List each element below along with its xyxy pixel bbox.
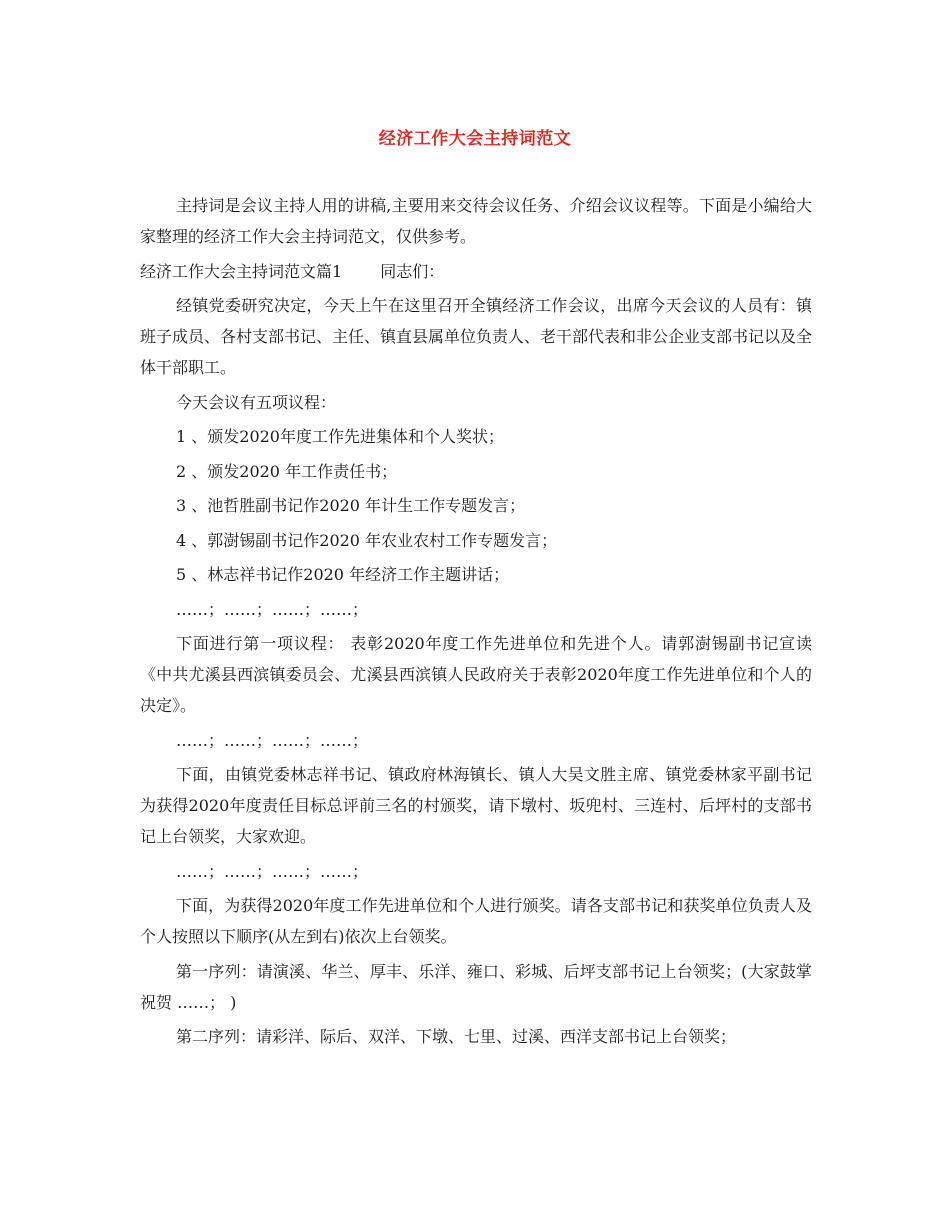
paragraph-first-agenda: 下面进行第一项议程： 表彰2020年度工作先进单位和先进个人。请郭澍锡副书记宣读《中共尤溪县西滨镇委员会、尤溪县西滨镇人民政府关于表彰2020年度工作先进单位和个人的决定》。 [140,634,812,715]
paragraph-first-sequence: 第一序列：请演溪、华兰、厚丰、乐洋、雍口、彩城、后坪支部书记上台领奖；(大家鼓掌祝贺 ……； ) [140,961,812,1012]
ellipsis-line-3: ……；……；……；……； [176,861,369,881]
agenda-item-5: 5 、林志祥书记作2020 年经济工作主题讲话； [176,565,510,584]
paragraph-agenda-intro: 今天会议有五项议程： [176,392,337,412]
greeting: 同志们： [380,261,445,281]
paragraph-unit-awards: 下面，为获得2020年度工作先进单位和个人进行颁奖。请各支部书记和获奖单位负责人及个人按照以下顺序(从左到右)依次上台领奖。 [140,896,812,946]
document-body [140,190,812,1056]
paragraph-second-sequence: 第二序列：请彩洋、际后、双洋、下墩、七里、过溪、西洋支部书记上台领奖； [176,1027,737,1046]
section-heading: 经济工作大会主持词范文篇1 [140,261,343,281]
ellipsis-line-2: ……；……；……；……； [176,730,369,750]
section-heading-line [140,256,812,287]
ellipsis-line-1: ……；……；……；……； [176,599,369,619]
document-title: 经济工作大会主持词范文 [378,129,572,149]
agenda-item-2: 2 、颁发2020 年工作责任书； [176,461,398,481]
agenda-item-3: 3 、池哲胜副书记作2020 年计生工作专题发言； [176,496,526,515]
agenda-item-4: 4 、郭澍锡副书记作2020 年农业农村工作专题发言； [176,530,558,550]
paragraph-village-awards: 下面，由镇党委林志祥书记、镇政府林海镇长、镇人大吴文胜主席、镇党委林家平副书记为获得2020年度责任目标总评前三名的村颁奖，请下墩村、坂兜村、三连村、后坪村的支部书记上台领奖，大家欢迎。 [140,765,812,846]
intro-paragraph: 主持词是会议主持人用的讲稿,主要用来交待会议任务、介绍会议议程等。下面是小编给大家整理的经济工作大会主持词范文，仅供参考。 [140,196,812,246]
agenda-item-1: 1 、颁发2020年度工作先进集体和个人奖状； [176,427,504,446]
paragraph-attendees: 经镇党委研究决定，今天上午在这里召开全镇经济工作会议，出席今天会议的人员有：镇班子成员、各村支部书记、主任、镇直县属单位负责人、老干部代表和非公企业支部书记以及全体干部职工。 [140,296,813,377]
